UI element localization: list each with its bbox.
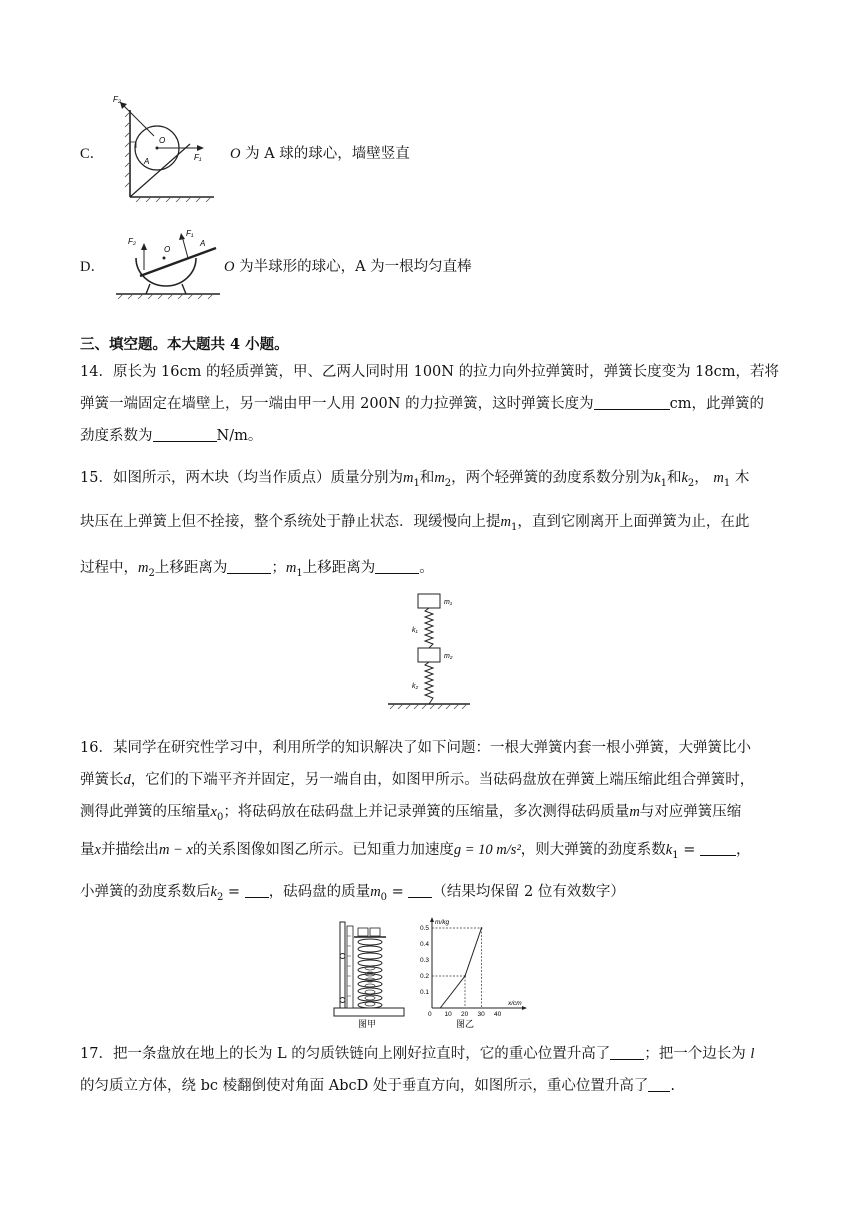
chart-x-tick: 0 (428, 1011, 432, 1018)
q15-fig-k2: k₂ (412, 683, 419, 690)
q16-fig-a (330, 916, 408, 1030)
option-c-letter: C． (80, 146, 105, 162)
q15-line-2: 块压在上弹簧上但不拴接，整个系统处于静止状态．现缓慢向上提$m_1$，直到它刚离开上面弹簧为止，在此 (80, 514, 750, 533)
option-c-figure (110, 92, 218, 202)
q16-line-4: 量x并描绘出m − x的关系图像如图乙所示。已知重力加速度g = 10 m/s²，则大弹簧的劲度系数$k_1$ = ， (80, 842, 751, 861)
q17-line-1: 17．把一条盘放在地上的长为 L 的匀质铁链向上刚好拉直时，它的重心位置升高了 ；把一个边长为 l (80, 1046, 755, 1062)
chart-xlabel: x/cm (508, 1000, 522, 1007)
section-heading: 三、填空题。本大题共 4 小题。 (80, 336, 289, 353)
q15-spring-figure (384, 592, 474, 718)
d-f2-label: F₂ (128, 237, 136, 246)
q16-line-5: 小弹簧的劲度系数后$k_2$ = ，砝码盘的质量$m_0$ = （结果均保留 2 位有效数字） (80, 884, 625, 903)
c-f2-label: F₂ (113, 95, 121, 104)
q17-line-2: 的匀质立方体，绕 bc 棱翻倒使对角面 AbcD 处于垂直方向，如图所示，重心位置升高了 . (80, 1078, 675, 1094)
option-d-note: O 为半球形的球心，A 为一根均匀直棒 (224, 259, 472, 275)
q15-fig-m2: m₂ (444, 653, 453, 660)
q16-fig-b-chart (420, 916, 530, 1030)
q16-blank-k2[interactable] (245, 883, 269, 898)
q16-blank-m0[interactable] (408, 883, 432, 898)
chart-y-tick: 0.3 (420, 957, 430, 964)
q14-line-1: 14．原长为 16cm 的轻质弹簧，甲、乙两人同时用 100N 的拉力向外拉弹簧时，弹簧长度变为 18cm，若将 (80, 364, 779, 380)
c-a-label: A (144, 157, 150, 166)
chart-x-tick: 40 (494, 1011, 502, 1018)
option-d-o: O (224, 259, 235, 275)
q14-line-2: 弹簧一端固定在墙壁上，另一端由甲一人用 200N 的力拉弹簧，这时弹簧长度为 cm，此弹簧的 (80, 396, 764, 412)
q15-fig-k1: k₁ (412, 627, 418, 634)
d-f1-label: F₁ (186, 229, 194, 238)
chart-ylabel: m/kg (435, 919, 450, 926)
q14-blank-k[interactable] (153, 427, 217, 442)
chart-y-tick: 0.1 (420, 989, 430, 996)
question-16 (80, 736, 780, 903)
q15-fig-m1: m₁ (444, 599, 453, 606)
q14-line-3: 劲度系数为 N/m。 (80, 428, 263, 444)
chart-x-arrow (522, 1006, 527, 1010)
q16-line-3: 测得此弹簧的压缩量$x_0$；将砝码放在砝码盘上并记录弹簧的压缩量，多次测得砝码质量m与对应弹簧压缩 (80, 804, 742, 823)
q16-fig-a-caption: 图甲 (358, 1019, 377, 1029)
chart-series-line (440, 928, 481, 1008)
q15-line-1: 15．如图所示，两木块（均当作质点）质量分别为$m_1$和$m_2$，两个轻弹簧的劲度系数分别为$k_1$和$k_2$， $m_1$ 木 (80, 470, 750, 489)
d-a-label: A (200, 239, 206, 248)
q17-blank-cube[interactable] (648, 1077, 670, 1092)
q14-blank-length[interactable] (594, 395, 670, 410)
option-d-figure (112, 226, 224, 300)
c-f1-label: F₁ (194, 153, 202, 162)
question-15 (80, 466, 780, 579)
q15-blank-m1[interactable] (375, 559, 419, 574)
q17-blank-chain[interactable] (610, 1045, 644, 1060)
option-c-o: O (230, 146, 241, 162)
q16-blank-k1[interactable] (700, 841, 736, 856)
option-c-note: O 为 A 球的球心，墙壁竖直 (230, 146, 410, 162)
chart-y-tick: 0.2 (420, 973, 430, 980)
chart-x-tick: 20 (461, 1011, 469, 1018)
question-17 (80, 1042, 780, 1092)
chart-y-tick: 0.4 (420, 941, 430, 948)
d-o-label: O (164, 245, 171, 254)
q16-line-1: 16．某同学在研究性学习中，利用所学的知识解决了如下问题：一根大弹簧内套一根小弹簧，大弹簧比小 (80, 740, 751, 756)
q15-blank-m2[interactable] (227, 559, 271, 574)
q15-line-3: 过程中，$m_2$上移距离为 ；$m_1$上移距离为 。 (80, 560, 434, 579)
chart-x-tick: 30 (477, 1011, 485, 1018)
q16-fig-b-caption: 图乙 (456, 1019, 475, 1029)
c-o-label: O (159, 136, 166, 145)
question-14 (80, 360, 780, 450)
chart-x-tick: 10 (444, 1011, 452, 1018)
option-d-letter: D． (80, 259, 105, 275)
chart-y-tick: 0.5 (420, 925, 430, 932)
chart-y-arrow (430, 917, 434, 922)
q16-line-2: 弹簧长d，它们的下端平齐并固定，另一端自由，如图甲所示。当砝码盘放在弹簧上端压缩此组合弹簧时， (80, 772, 755, 788)
